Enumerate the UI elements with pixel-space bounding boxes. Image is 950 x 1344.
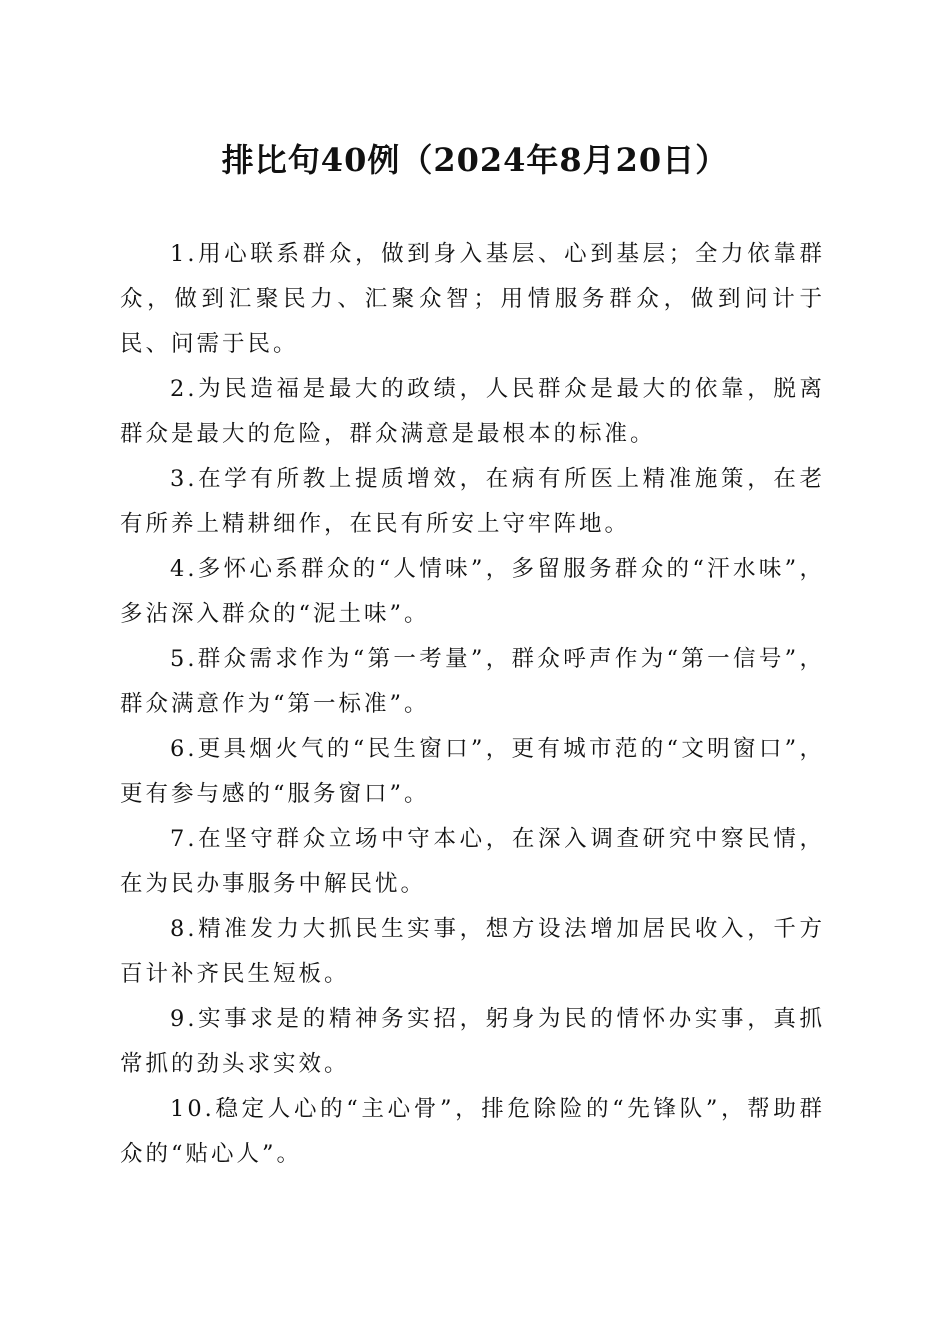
paragraph-1: 1.用心联系群众，做到身入基层、心到基层；全力依靠群众，做到汇聚民力、汇聚众智；用情服务群众，做到问计于民、问需于民。 bbox=[120, 241, 825, 357]
paragraph-9: 9.实事求是的精神务实招，躬身为民的情怀办实事，真抓常抓的劲头求实效。 bbox=[120, 1006, 825, 1077]
paragraph-7: 7.在坚守群众立场中守本心，在深入调查研究中察民情，在为民办事服务中解民忧。 bbox=[120, 826, 825, 897]
paragraph-10: 10.稳定人心的“主心骨”，排危除险的“先锋队”，帮助群众的“贴心人”。 bbox=[120, 1096, 825, 1167]
page-title: 排比句40例（2024年8月20日） bbox=[221, 141, 729, 179]
paragraph-4: 4.多怀心系群众的“人情味”，多留服务群众的“汗水味”，多沾深入群众的“泥土味”。 bbox=[120, 556, 825, 627]
document-body bbox=[120, 232, 825, 1177]
paragraph-8: 8.精准发力大抓民生实事，想方设法增加居民收入，千方百计补齐民生短板。 bbox=[120, 916, 825, 987]
paragraph-2: 2.为民造福是最大的政绩，人民群众是最大的依靠，脱离群众是最大的危险，群众满意是最根本的标准。 bbox=[120, 376, 825, 447]
paragraph-6: 6.更具烟火气的“民生窗口”，更有城市范的“文明窗口”，更有参与感的“服务窗口”。 bbox=[120, 736, 825, 807]
paragraph-3: 3.在学有所教上提质增效，在病有所医上精准施策，在老有所养上精耕细作，在民有所安上守牢阵地。 bbox=[120, 466, 825, 537]
paragraph-5: 5.群众需求作为“第一考量”，群众呼声作为“第一信号”，群众满意作为“第一标准”。 bbox=[120, 646, 825, 717]
